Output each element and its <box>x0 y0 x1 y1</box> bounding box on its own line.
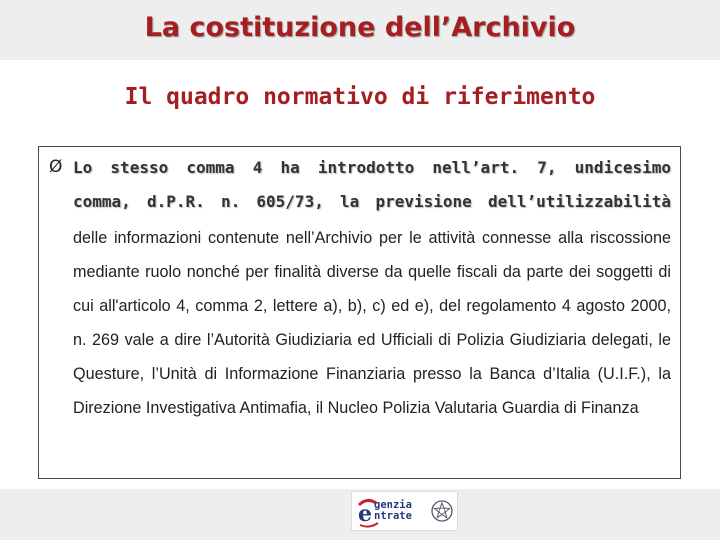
agenzia-entrate-logo <box>351 491 458 531</box>
logo-wordmark <box>374 500 412 522</box>
slide-title: La costituzione dell’Archivio <box>144 12 576 43</box>
bold-line-2: comma, d.P.R. n. 605/73, la previsione dell’utilizzabilità <box>73 192 671 211</box>
logo-line-2: ntrate <box>374 510 412 522</box>
svg-text:e: e <box>358 501 372 527</box>
bold-line-1: Lo stesso comma 4 ha introdotto nell’art. 7, undicesimo <box>73 158 671 177</box>
slide-subtitle: Il quadro normativo di riferimento <box>124 84 596 110</box>
arrow-bullet-icon: Ø <box>49 157 63 177</box>
italian-republic-emblem-icon <box>430 499 454 523</box>
body-paragraph: delle informazioni contenute nell’Archivio per le attività connesse alla riscossione mediante ruolo nonché per finalità diverse da quelle fiscali da parte dei soggetti di cui all'articolo 4, comma 2, lettere a), b), c) ed e), del regolamento 4 agosto 2000, n. 269 vale a dire l’Autorità Giudiziaria ed Ufficiali di Polizia Giudiziaria delegati, le Questure, l’Unità di Informazione Finanziaria presso la Banca d’Italia (U.I.F.), la Direzione Investigativa Antimafia, il Nucleo Polizia Valutaria Guardia di Finanza <box>73 229 671 417</box>
content-box <box>38 146 681 479</box>
logo-line-1: genzia <box>374 499 412 511</box>
